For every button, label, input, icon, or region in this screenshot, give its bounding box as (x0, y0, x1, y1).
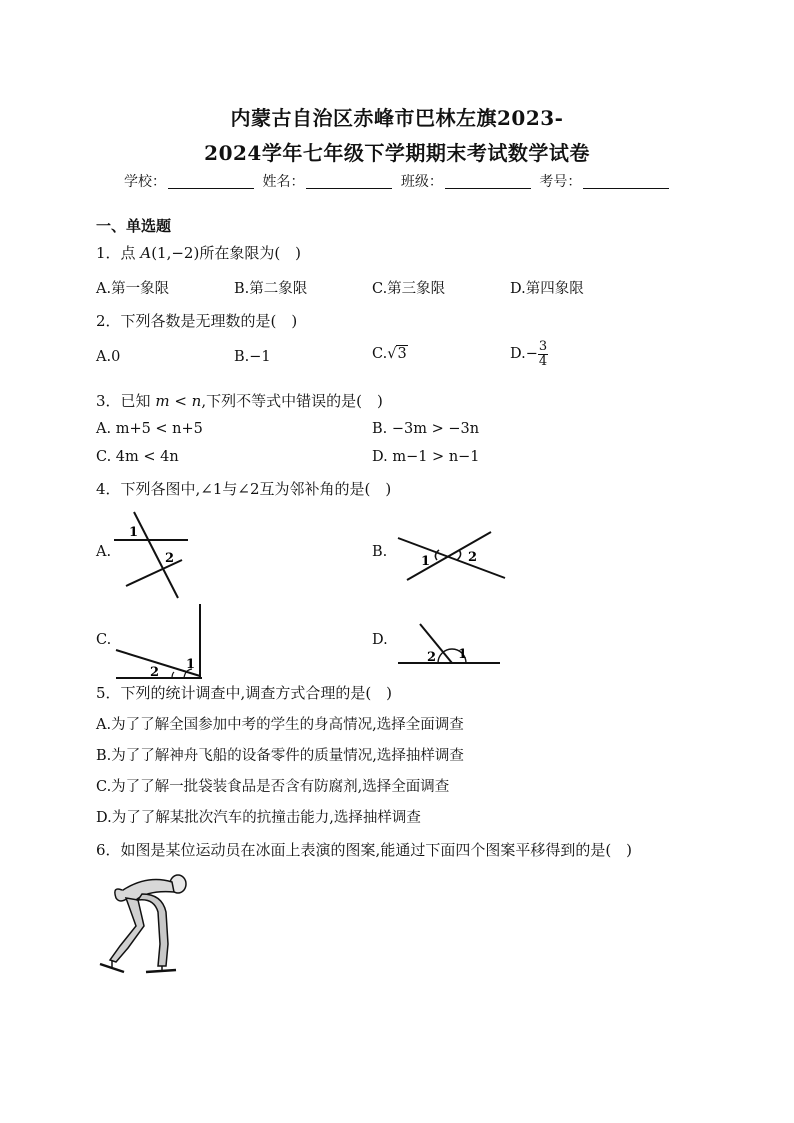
exam-number-blank[interactable] (583, 174, 669, 189)
student-info-row (124, 171, 673, 191)
question-1 (96, 242, 301, 263)
exam-title-line2: 2024学年七年级下学期期末考试数学试卷 (204, 141, 590, 165)
q4-option-a[interactable]: A. (96, 544, 112, 560)
school-blank[interactable] (168, 174, 254, 189)
q2-option-d[interactable] (510, 340, 548, 368)
question-number: 2． (96, 312, 121, 330)
question-text: 下列各数是无理数的是( ) (120, 312, 298, 330)
school-label: 学校： (124, 174, 166, 190)
exam-number-label: 考号： (539, 174, 582, 190)
q4-option-b[interactable]: B. (372, 544, 388, 560)
q2-option-c[interactable] (372, 346, 408, 362)
option-letter: D.− (510, 346, 538, 363)
q1-option-b[interactable]: B.第二象限 (234, 281, 308, 297)
question-text: 如图是某位运动员在冰面上表演的图案,能通过下面四个图案平移得到的是( ) (120, 841, 633, 859)
angle-label-2: 2 (150, 665, 160, 680)
q2-option-b[interactable]: B.−1 (234, 349, 271, 365)
question-text: 点 (120, 244, 136, 262)
question-number: 6． (96, 841, 121, 859)
question-text: 已知 (120, 392, 151, 410)
angle-label-1: 1 (129, 525, 139, 540)
option-letter: C. (372, 346, 388, 362)
q1-option-a[interactable]: A.第一象限 (96, 281, 170, 297)
point-coords: (1,−2) (151, 244, 200, 262)
q2-option-a[interactable]: A.0 (96, 349, 121, 365)
name-blank[interactable] (306, 174, 392, 189)
question-2 (96, 310, 297, 331)
angle-label-1: 1 (458, 647, 468, 662)
q4-figure-b (395, 528, 510, 584)
radicand: 3 (397, 346, 407, 362)
q5-option-a[interactable]: A.为了了解全国参加中考的学生的身高情况,选择全面调查 (96, 717, 464, 733)
q4-option-d[interactable]: D. (372, 632, 388, 648)
q1-option-d[interactable]: D.第四象限 (510, 281, 584, 297)
fraction-numerator: 3 (538, 339, 548, 354)
question-text: 下列各图中,∠1与∠2互为邻补角的是( ) (120, 480, 392, 498)
fraction (538, 340, 548, 368)
question-number: 5． (96, 684, 121, 702)
name-label: 姓名： (262, 174, 305, 190)
q5-option-c[interactable]: C.为了了解一批袋装食品是否含有防腐剂,选择全面调查 (96, 779, 450, 795)
fraction-denominator: 4 (538, 353, 548, 369)
q5-option-d[interactable]: D.为了了解某批次汽车的抗撞击能力,选择抽样调查 (96, 810, 421, 826)
q4-figure-a (112, 510, 192, 600)
condition: m < n (155, 392, 202, 410)
question-text: 下列的统计调查中,调查方式合理的是( ) (120, 684, 393, 702)
question-3 (96, 390, 383, 411)
angle-label-2: 2 (165, 551, 175, 566)
q3-option-a[interactable]: A. m+5 < n+5 (96, 421, 203, 437)
q1-option-c[interactable]: C.第三象限 (372, 281, 446, 297)
class-label: 班级： (400, 174, 443, 190)
question-number: 4． (96, 480, 121, 498)
question-number: 3． (96, 392, 121, 410)
q4-option-c[interactable]: C. (96, 632, 112, 648)
angle-label-1: 1 (186, 657, 196, 672)
exam-title-line1: 内蒙古自治区赤峰市巴林左旗2023- (230, 106, 564, 130)
q4-figure-d (396, 620, 504, 670)
q3-option-d[interactable]: D. m−1 > n−1 (372, 449, 480, 465)
sqrt-symbol: √3 (387, 346, 407, 362)
angle-label-2: 2 (468, 550, 478, 565)
question-text-tail: ,下列不等式中错误的是( ) (201, 392, 383, 410)
skater-figure (98, 868, 193, 983)
q4-figure-c (112, 602, 212, 682)
question-5 (96, 682, 392, 703)
section-title: 一、单选题 (96, 217, 172, 235)
question-4 (96, 478, 391, 499)
class-blank[interactable] (445, 174, 531, 189)
angle-label-2: 2 (427, 650, 437, 665)
point-label: A (140, 244, 152, 262)
angle-label-1: 1 (421, 554, 431, 569)
question-number: 1． (96, 244, 121, 262)
question-6 (96, 839, 632, 860)
q3-option-c[interactable]: C. 4m < 4n (96, 449, 179, 465)
question-text-tail: 所在象限为( ) (199, 244, 302, 262)
q5-option-b[interactable]: B.为了了解神舟飞船的设备零件的质量情况,选择抽样调查 (96, 748, 464, 764)
q3-option-b[interactable]: B. −3m > −3n (372, 421, 480, 437)
